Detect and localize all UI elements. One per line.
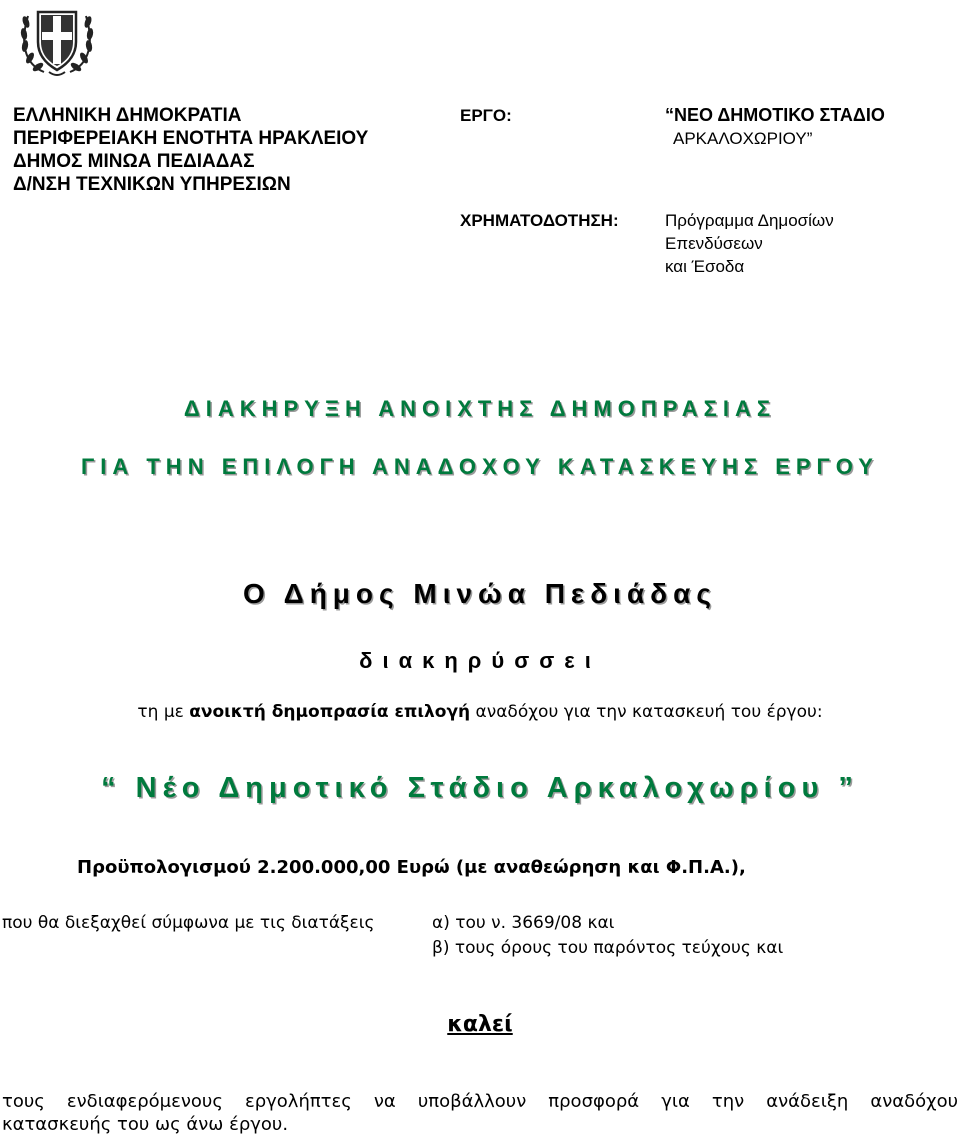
funding-value-line: Επενδύσεων [665, 234, 763, 253]
closing-word: για [661, 1091, 690, 1112]
procedure-text-1: τη με [137, 702, 190, 722]
declares-verb: διακηρύσσει [359, 648, 601, 673]
closing-word: τους [2, 1091, 45, 1112]
closing-word: αναδόχου [870, 1091, 958, 1112]
project-title: “ Νέο Δημοτικό Στάδιο Αρκαλοχωρίου ” [101, 772, 859, 804]
closing-word: υποβάλλουν [417, 1091, 527, 1112]
closing-word: ενδιαφερόμενους [66, 1091, 223, 1112]
authority-block [13, 104, 443, 196]
closing-word: ανάδειξη [766, 1091, 849, 1112]
closing-word: προσφορά [548, 1091, 640, 1112]
conditions-item-b: β) τους όρους του παρόντος τεύχους και [432, 938, 784, 958]
invite-word: καλεί [447, 1012, 513, 1037]
coat-of-arms-emblem [14, 2, 100, 78]
authority-line: ΠΕΡΙΦΕΡΕΙΑΚΗ ΕΝΟΤΗΤΑ ΗΡΑΚΛΕΙΟΥ [13, 128, 369, 149]
procedure-text-3: αναδόχου για την κατασκευή του έργου: [470, 702, 823, 722]
authority-line: Δ/ΝΣΗ ΤΕΧΝΙΚΩΝ ΥΠΗΡΕΣΙΩΝ [13, 174, 291, 195]
closing-word: να [373, 1091, 396, 1112]
authority-line: ΔΗΜΟΣ ΜΙΝΩΑ ΠΕΔΙΑΔΑΣ [13, 151, 255, 172]
procedure-sentence [0, 700, 960, 724]
closing-word: εργολήπτες [244, 1091, 352, 1112]
project-value-line: “ΝΕΟ ΔΗΜΟΤΙΚΟ ΣΤΑΔΙΟ [665, 105, 885, 125]
closing-line-1 [2, 1090, 958, 1114]
procedure-text-bold: ανοικτή δημοπρασία επιλογή [189, 702, 471, 722]
closing-line-2: κατασκευής του ως άνω έργου. [2, 1114, 289, 1135]
conditions-intro: που θα διεξαχθεί σύμφωνα με τις διατάξεις [2, 913, 375, 933]
greek-emblem-icon [14, 2, 100, 78]
document-title-line-1: ΔΙΑΚΗΡΥΞΗ ΑΝΟΙΧΤΗΣ ΔΗΜΟΠΡΑΣΙΑΣ [183, 396, 777, 421]
funding-value-line: Πρόγραμμα Δημοσίων [665, 211, 834, 230]
conditions-item-a: α) του ν. 3669/08 και [432, 913, 615, 933]
project-value [665, 104, 955, 150]
organization-name: Ο Δήμος Μινώα Πεδιάδας [243, 578, 717, 609]
closing-word: την [711, 1091, 745, 1112]
document-title-line-2: ΓΙΑ ΤΗΝ ΕΠΙΛΟΓΗ ΑΝΑΔΟΧΟΥ ΚΑΤΑΣΚΕΥΗΣ ΕΡΓΟΥ [81, 454, 879, 479]
project-value-line: ΑΡΚΑΛΟΧΩΡΙΟΥ” [673, 129, 813, 148]
funding-value-line: και Έσοδα [665, 257, 745, 276]
authority-line: ΕΛΛΗΝΙΚΗ ΔΗΜΟΚΡΑΤΙΑ [13, 105, 242, 126]
budget-line: Προϋπολογισμού 2.200.000,00 Ευρώ (με αναθεώρηση και Φ.Π.Α.), [77, 857, 746, 878]
project-label: ΕΡΓΟ: [460, 106, 512, 125]
funding-value [665, 209, 955, 278]
funding-label: ΧΡΗΜΑΤΟΔΟΤΗΣΗ: [460, 211, 619, 230]
